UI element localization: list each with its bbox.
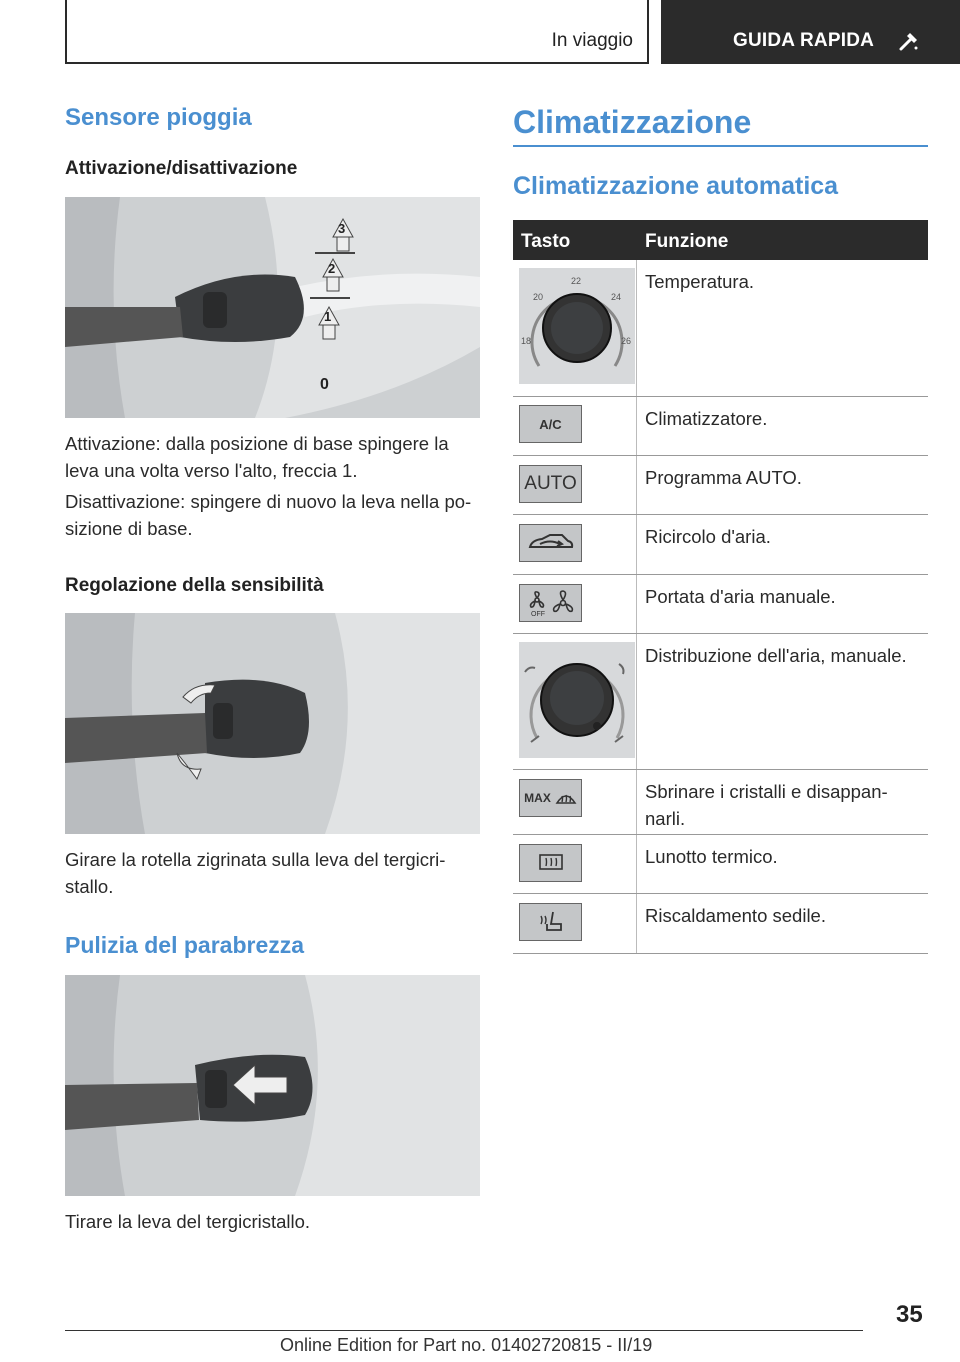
rain-sensor-title: Sensore pioggia bbox=[65, 104, 252, 131]
wiper-knurled-wheel-photo bbox=[65, 613, 480, 834]
auto-button-icon bbox=[519, 465, 582, 503]
dial-mark-22: 22 bbox=[571, 276, 582, 286]
row-divider bbox=[513, 769, 928, 770]
dial-mark-20: 20 bbox=[533, 292, 544, 302]
ac-button-icon bbox=[519, 405, 582, 443]
function-air-distribution: Distribuzione dell'aria, manuale. bbox=[645, 645, 907, 666]
position-label-1: 1 bbox=[324, 309, 332, 324]
activation-title: Attivazione/disattivazione bbox=[65, 158, 298, 179]
position-label-3: 3 bbox=[338, 221, 346, 236]
activation-text: Attivazione: dalla posizione di base spingere la leva una volta verso l'alto, freccia 1. bbox=[65, 433, 449, 481]
wiper-lever-up-photo bbox=[65, 197, 480, 418]
row-divider bbox=[513, 455, 928, 456]
function-temperature: Temperatura. bbox=[645, 271, 754, 292]
position-label-2: 2 bbox=[328, 261, 336, 276]
function-rear-window: Lunotto termico. bbox=[645, 846, 778, 867]
windshield-text: Tirare la leva del tergicristallo. bbox=[65, 1211, 311, 1232]
function-fan: Portata d'aria manuale. bbox=[645, 586, 836, 607]
row-divider bbox=[513, 893, 928, 894]
windshield-title: Pulizia del parabrezza bbox=[65, 932, 305, 958]
header-chapter-box bbox=[65, 0, 649, 64]
page-number: 35 bbox=[896, 1301, 923, 1328]
fan-off-label: OFF bbox=[530, 611, 545, 618]
row-divider bbox=[513, 574, 928, 575]
footer-rule bbox=[65, 1330, 863, 1331]
col-function-header: Funzione bbox=[645, 231, 729, 252]
function-ac: Climatizzatore. bbox=[645, 408, 768, 429]
dial-mark-18: 18 bbox=[521, 336, 532, 346]
seat-heating-icon bbox=[519, 903, 582, 941]
air-distribution-dial-icon bbox=[519, 642, 635, 758]
rear-window-heater-icon bbox=[519, 844, 582, 882]
dial-mark-26: 26 bbox=[621, 336, 632, 346]
recirculation-car-icon bbox=[519, 524, 582, 562]
column-divider bbox=[636, 260, 637, 954]
table-header bbox=[513, 220, 928, 260]
header-section: GUIDA RAPIDA bbox=[733, 30, 875, 51]
dial-mark-24: 24 bbox=[611, 292, 622, 302]
position-label-0: 0 bbox=[320, 376, 329, 393]
deactivation-text: Disattivazione: spingere di nuovo la leva nella po-sizione di base. bbox=[65, 491, 472, 539]
footer-edition: Online Edition for Part no. 01402720815 - II/19 bbox=[280, 1335, 653, 1355]
sensitivity-text: Girare la rotella zigrinata sulla leva del tergicri-stallo. bbox=[65, 849, 446, 897]
row-divider bbox=[513, 396, 928, 397]
max-label: MAX bbox=[524, 791, 551, 805]
row-divider bbox=[513, 953, 928, 954]
col-key-header: Tasto bbox=[521, 231, 571, 252]
wiper-pull-photo bbox=[65, 975, 480, 1196]
function-recirculation: Ricircolo d'aria. bbox=[645, 526, 771, 547]
fan-speed-icon bbox=[519, 584, 582, 622]
temperature-dial-icon bbox=[519, 268, 635, 384]
title-rule bbox=[513, 145, 928, 147]
row-divider bbox=[513, 633, 928, 634]
auto-climate-subtitle: Climatizzazione automatica bbox=[513, 172, 839, 200]
max-defrost-icon bbox=[519, 779, 582, 817]
auto-button-label: AUTO bbox=[524, 473, 577, 494]
climate-title: Climatizzazione bbox=[513, 104, 752, 140]
header-chapter: In viaggio bbox=[551, 30, 633, 51]
row-divider bbox=[513, 834, 928, 835]
function-defrost: Sbrinare i cristalli e disappan-narli. bbox=[645, 781, 888, 829]
ac-button-label: A/C bbox=[539, 416, 562, 432]
quick-guide-icon bbox=[898, 30, 920, 52]
function-seat-heating: Riscaldamento sedile. bbox=[645, 905, 826, 926]
row-divider bbox=[513, 514, 928, 515]
function-auto: Programma AUTO. bbox=[645, 467, 802, 488]
sensitivity-title: Regolazione della sensibilità bbox=[65, 575, 324, 596]
